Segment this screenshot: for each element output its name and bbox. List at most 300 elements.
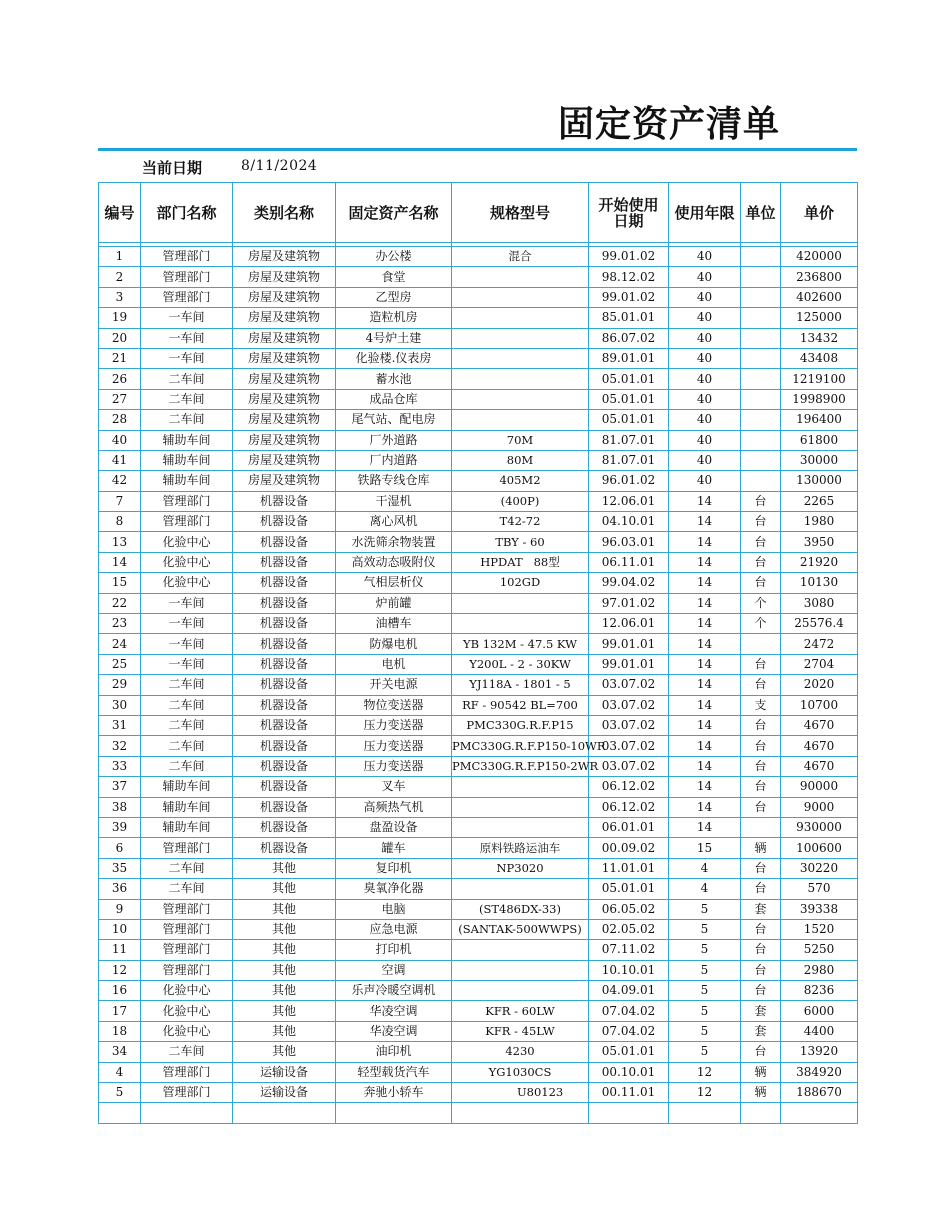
cell-start-date[interactable]: 03.07.02 xyxy=(589,756,669,776)
cell-dept[interactable]: 辅助车间 xyxy=(141,450,233,470)
cell-price[interactable]: 21920 xyxy=(781,552,858,572)
cell-id[interactable]: 21 xyxy=(99,348,141,368)
cell-start-date[interactable]: 12.06.01 xyxy=(589,491,669,511)
cell-name[interactable]: 油槽车 xyxy=(336,614,452,634)
cell-unit[interactable]: 台 xyxy=(741,1042,781,1062)
cell-category[interactable]: 其他 xyxy=(233,981,336,1001)
cell-spec[interactable]: PMC330G.R.F.P150-2WR xyxy=(452,756,589,776)
cell-spec[interactable]: (SANTAK-500WWPS) xyxy=(452,919,589,939)
cell-spec[interactable] xyxy=(452,817,589,837)
cell-price[interactable]: 4670 xyxy=(781,736,858,756)
cell-price[interactable]: 3950 xyxy=(781,532,858,552)
cell-id[interactable]: 33 xyxy=(99,756,141,776)
cell-years[interactable]: 5 xyxy=(669,1042,741,1062)
cell-start-date[interactable]: 81.07.01 xyxy=(589,450,669,470)
cell-id[interactable]: 27 xyxy=(99,389,141,409)
cell-start-date[interactable]: 06.12.02 xyxy=(589,777,669,797)
cell-id[interactable]: 28 xyxy=(99,410,141,430)
cell-price[interactable]: 90000 xyxy=(781,777,858,797)
cell-start-date[interactable]: 10.10.01 xyxy=(589,960,669,980)
header-spec[interactable]: 规格型号 xyxy=(452,183,589,243)
header-id[interactable]: 编号 xyxy=(99,183,141,243)
cell-category[interactable]: 其他 xyxy=(233,960,336,980)
cell-years[interactable]: 14 xyxy=(669,634,741,654)
header-years[interactable]: 使用年限 xyxy=(669,183,741,243)
cell-id[interactable]: 4 xyxy=(99,1062,141,1082)
cell-category[interactable]: 房屋及建筑物 xyxy=(233,389,336,409)
cell-price[interactable]: 61800 xyxy=(781,430,858,450)
cell-category[interactable]: 机器设备 xyxy=(233,634,336,654)
cell-category[interactable]: 房屋及建筑物 xyxy=(233,348,336,368)
cell-dept[interactable]: 管理部门 xyxy=(141,899,233,919)
cell-years[interactable]: 14 xyxy=(669,777,741,797)
cell-id[interactable]: 8 xyxy=(99,512,141,532)
cell-category[interactable]: 房屋及建筑物 xyxy=(233,247,336,267)
cell-unit[interactable]: 台 xyxy=(741,960,781,980)
cell-unit[interactable]: 台 xyxy=(741,573,781,593)
cell-category[interactable]: 房屋及建筑物 xyxy=(233,267,336,287)
cell-id[interactable]: 14 xyxy=(99,552,141,572)
cell-category[interactable]: 其他 xyxy=(233,879,336,899)
cell-id[interactable]: 13 xyxy=(99,532,141,552)
cell-start-date[interactable]: 04.09.01 xyxy=(589,981,669,1001)
cell-name[interactable]: 气相层析仪 xyxy=(336,573,452,593)
cell-id[interactable]: 24 xyxy=(99,634,141,654)
cell-price[interactable]: 9000 xyxy=(781,797,858,817)
cell-category[interactable]: 其他 xyxy=(233,940,336,960)
cell-id[interactable]: 29 xyxy=(99,675,141,695)
cell-name[interactable]: 开关电源 xyxy=(336,675,452,695)
cell-price[interactable]: 2020 xyxy=(781,675,858,695)
cell-dept[interactable]: 辅助车间 xyxy=(141,471,233,491)
cell-dept[interactable]: 管理部门 xyxy=(141,838,233,858)
cell-spec[interactable]: 原料铁路运油车 xyxy=(452,838,589,858)
cell-category[interactable]: 房屋及建筑物 xyxy=(233,308,336,328)
cell-start-date[interactable]: 00.11.01 xyxy=(589,1083,669,1103)
cell-category[interactable]: 机器设备 xyxy=(233,573,336,593)
cell-price[interactable]: 2265 xyxy=(781,491,858,511)
cell-unit[interactable]: 套 xyxy=(741,899,781,919)
cell-years[interactable]: 5 xyxy=(669,960,741,980)
cell-dept[interactable]: 二车间 xyxy=(141,736,233,756)
cell-years[interactable]: 4 xyxy=(669,858,741,878)
header-asset-name[interactable]: 固定资产名称 xyxy=(336,183,452,243)
cell-dept[interactable]: 二车间 xyxy=(141,695,233,715)
cell-start-date[interactable] xyxy=(589,1103,669,1123)
cell-dept[interactable]: 辅助车间 xyxy=(141,817,233,837)
cell-category[interactable]: 房屋及建筑物 xyxy=(233,430,336,450)
cell-spec[interactable] xyxy=(452,328,589,348)
cell-price[interactable]: 196400 xyxy=(781,410,858,430)
cell-unit[interactable]: 台 xyxy=(741,491,781,511)
cell-category[interactable]: 机器设备 xyxy=(233,675,336,695)
cell-id[interactable]: 32 xyxy=(99,736,141,756)
cell-years[interactable]: 5 xyxy=(669,1001,741,1021)
cell-name[interactable]: 奔驰小轿车 xyxy=(336,1083,452,1103)
cell-years[interactable]: 14 xyxy=(669,756,741,776)
cell-years[interactable]: 5 xyxy=(669,919,741,939)
cell-unit[interactable] xyxy=(741,348,781,368)
cell-id[interactable]: 42 xyxy=(99,471,141,491)
cell-spec[interactable]: KFR - 60LW xyxy=(452,1001,589,1021)
cell-unit[interactable]: 台 xyxy=(741,919,781,939)
cell-category[interactable]: 机器设备 xyxy=(233,593,336,613)
cell-unit[interactable]: 套 xyxy=(741,1001,781,1021)
header-category[interactable]: 类别名称 xyxy=(233,183,336,243)
cell-dept[interactable]: 二车间 xyxy=(141,858,233,878)
cell-dept[interactable]: 化验中心 xyxy=(141,1021,233,1041)
cell-price[interactable]: 10130 xyxy=(781,573,858,593)
cell-unit[interactable]: 辆 xyxy=(741,1062,781,1082)
header-price[interactable]: 单价 xyxy=(781,183,858,243)
cell-start-date[interactable]: 05.01.01 xyxy=(589,369,669,389)
cell-unit[interactable] xyxy=(741,328,781,348)
cell-price[interactable]: 8236 xyxy=(781,981,858,1001)
cell-years[interactable]: 5 xyxy=(669,981,741,1001)
cell-id[interactable]: 1 xyxy=(99,247,141,267)
cell-id[interactable]: 30 xyxy=(99,695,141,715)
cell-name[interactable]: 化验楼.仪表房 xyxy=(336,348,452,368)
cell-spec[interactable]: TBY - 60 xyxy=(452,532,589,552)
cell-name[interactable]: 炉前罐 xyxy=(336,593,452,613)
cell-years[interactable]: 14 xyxy=(669,512,741,532)
cell-start-date[interactable]: 07.11.02 xyxy=(589,940,669,960)
cell-unit[interactable]: 台 xyxy=(741,879,781,899)
cell-years[interactable]: 12 xyxy=(669,1062,741,1082)
cell-id[interactable]: 7 xyxy=(99,491,141,511)
cell-years[interactable]: 14 xyxy=(669,695,741,715)
cell-spec[interactable]: PMC330G.R.F.P15 xyxy=(452,715,589,735)
cell-category[interactable]: 机器设备 xyxy=(233,736,336,756)
cell-id[interactable]: 11 xyxy=(99,940,141,960)
cell-years[interactable]: 14 xyxy=(669,573,741,593)
cell-name[interactable]: 蓄水池 xyxy=(336,369,452,389)
cell-name[interactable]: 轻型载货汽车 xyxy=(336,1062,452,1082)
cell-dept[interactable]: 一车间 xyxy=(141,614,233,634)
cell-start-date[interactable]: 05.01.01 xyxy=(589,879,669,899)
cell-start-date[interactable]: 81.07.01 xyxy=(589,430,669,450)
cell-unit[interactable] xyxy=(741,450,781,470)
cell-name[interactable] xyxy=(336,1103,452,1123)
cell-spec[interactable] xyxy=(452,777,589,797)
cell-price[interactable]: 13920 xyxy=(781,1042,858,1062)
cell-dept[interactable]: 管理部门 xyxy=(141,919,233,939)
cell-name[interactable]: 铁路专线仓库 xyxy=(336,471,452,491)
cell-category[interactable]: 房屋及建筑物 xyxy=(233,450,336,470)
cell-price[interactable]: 6000 xyxy=(781,1001,858,1021)
cell-start-date[interactable]: 05.01.01 xyxy=(589,410,669,430)
header-dept[interactable]: 部门名称 xyxy=(141,183,233,243)
cell-price[interactable]: 2704 xyxy=(781,654,858,674)
cell-spec[interactable]: U80123 xyxy=(452,1083,589,1103)
cell-name[interactable]: 压力变送器 xyxy=(336,715,452,735)
cell-id[interactable]: 36 xyxy=(99,879,141,899)
cell-spec[interactable] xyxy=(452,308,589,328)
cell-name[interactable]: 成品仓库 xyxy=(336,389,452,409)
cell-name[interactable]: 压力变送器 xyxy=(336,756,452,776)
cell-id[interactable]: 16 xyxy=(99,981,141,1001)
cell-dept[interactable]: 二车间 xyxy=(141,1042,233,1062)
cell-start-date[interactable]: 97.01.02 xyxy=(589,593,669,613)
cell-spec[interactable]: 混合 xyxy=(452,247,589,267)
cell-id[interactable]: 19 xyxy=(99,308,141,328)
cell-years[interactable]: 40 xyxy=(669,308,741,328)
cell-unit[interactable]: 个 xyxy=(741,614,781,634)
cell-category[interactable]: 其他 xyxy=(233,919,336,939)
cell-id[interactable]: 40 xyxy=(99,430,141,450)
cell-name[interactable]: 高效动态吸附仪 xyxy=(336,552,452,572)
cell-years[interactable]: 40 xyxy=(669,410,741,430)
cell-dept[interactable]: 管理部门 xyxy=(141,1083,233,1103)
cell-price[interactable]: 4670 xyxy=(781,715,858,735)
cell-dept[interactable]: 一车间 xyxy=(141,308,233,328)
cell-spec[interactable] xyxy=(452,389,589,409)
cell-price[interactable]: 1998900 xyxy=(781,389,858,409)
cell-id[interactable]: 31 xyxy=(99,715,141,735)
cell-category[interactable]: 运输设备 xyxy=(233,1062,336,1082)
cell-unit[interactable] xyxy=(741,471,781,491)
cell-price[interactable]: 10700 xyxy=(781,695,858,715)
cell-spec[interactable]: 80M xyxy=(452,450,589,470)
cell-price[interactable]: 4400 xyxy=(781,1021,858,1041)
cell-spec[interactable] xyxy=(452,593,589,613)
cell-unit[interactable] xyxy=(741,817,781,837)
cell-price[interactable]: 30000 xyxy=(781,450,858,470)
cell-price[interactable]: 384920 xyxy=(781,1062,858,1082)
cell-unit[interactable]: 台 xyxy=(741,756,781,776)
cell-id[interactable]: 38 xyxy=(99,797,141,817)
cell-category[interactable]: 其他 xyxy=(233,899,336,919)
cell-start-date[interactable]: 03.07.02 xyxy=(589,675,669,695)
cell-id[interactable]: 9 xyxy=(99,899,141,919)
cell-start-date[interactable]: 00.10.01 xyxy=(589,1062,669,1082)
cell-name[interactable]: 高频热气机 xyxy=(336,797,452,817)
cell-price[interactable]: 188670 xyxy=(781,1083,858,1103)
cell-id[interactable]: 26 xyxy=(99,369,141,389)
cell-spec[interactable] xyxy=(452,369,589,389)
cell-price[interactable]: 5250 xyxy=(781,940,858,960)
cell-name[interactable]: 防爆电机 xyxy=(336,634,452,654)
cell-category[interactable]: 机器设备 xyxy=(233,552,336,572)
cell-dept[interactable]: 化验中心 xyxy=(141,552,233,572)
cell-spec[interactable] xyxy=(452,797,589,817)
cell-dept[interactable]: 管理部门 xyxy=(141,960,233,980)
cell-id[interactable]: 23 xyxy=(99,614,141,634)
cell-price[interactable]: 2472 xyxy=(781,634,858,654)
cell-category[interactable]: 机器设备 xyxy=(233,838,336,858)
cell-years[interactable]: 40 xyxy=(669,348,741,368)
cell-name[interactable]: 水洗筛余物装置 xyxy=(336,532,452,552)
cell-price[interactable]: 13432 xyxy=(781,328,858,348)
cell-id[interactable]: 5 xyxy=(99,1083,141,1103)
cell-dept[interactable]: 辅助车间 xyxy=(141,430,233,450)
cell-dept[interactable] xyxy=(141,1103,233,1123)
cell-category[interactable]: 机器设备 xyxy=(233,715,336,735)
cell-start-date[interactable]: 85.01.01 xyxy=(589,308,669,328)
cell-unit[interactable] xyxy=(741,389,781,409)
cell-id[interactable]: 39 xyxy=(99,817,141,837)
cell-category[interactable]: 其他 xyxy=(233,1042,336,1062)
cell-dept[interactable]: 管理部门 xyxy=(141,512,233,532)
cell-name[interactable]: 离心风机 xyxy=(336,512,452,532)
cell-name[interactable]: 华凌空调 xyxy=(336,1021,452,1041)
cell-category[interactable]: 其他 xyxy=(233,1001,336,1021)
cell-category[interactable]: 运输设备 xyxy=(233,1083,336,1103)
cell-years[interactable]: 40 xyxy=(669,267,741,287)
cell-unit[interactable]: 辆 xyxy=(741,1083,781,1103)
cell-category[interactable]: 其他 xyxy=(233,1021,336,1041)
cell-years[interactable]: 14 xyxy=(669,736,741,756)
cell-id[interactable]: 6 xyxy=(99,838,141,858)
cell-spec[interactable]: T42-72 xyxy=(452,512,589,532)
cell-spec[interactable] xyxy=(452,410,589,430)
cell-years[interactable]: 40 xyxy=(669,450,741,470)
cell-category[interactable]: 其他 xyxy=(233,858,336,878)
cell-years[interactable]: 14 xyxy=(669,654,741,674)
cell-name[interactable]: 干湿机 xyxy=(336,491,452,511)
cell-name[interactable]: 物位变送器 xyxy=(336,695,452,715)
cell-spec[interactable]: YB 132M - 47.5 KW xyxy=(452,634,589,654)
cell-dept[interactable]: 二车间 xyxy=(141,756,233,776)
cell-dept[interactable]: 管理部门 xyxy=(141,247,233,267)
cell-start-date[interactable]: 99.01.02 xyxy=(589,247,669,267)
cell-spec[interactable] xyxy=(452,287,589,307)
cell-dept[interactable]: 二车间 xyxy=(141,369,233,389)
cell-years[interactable]: 40 xyxy=(669,430,741,450)
cell-category[interactable]: 机器设备 xyxy=(233,777,336,797)
cell-spec[interactable]: (ST486DX-33) xyxy=(452,899,589,919)
header-unit[interactable]: 单位 xyxy=(741,183,781,243)
cell-name[interactable]: 罐车 xyxy=(336,838,452,858)
cell-unit[interactable]: 台 xyxy=(741,715,781,735)
cell-dept[interactable]: 化验中心 xyxy=(141,573,233,593)
cell-unit[interactable]: 台 xyxy=(741,797,781,817)
cell-category[interactable]: 机器设备 xyxy=(233,512,336,532)
cell-id[interactable]: 10 xyxy=(99,919,141,939)
cell-name[interactable]: 复印机 xyxy=(336,858,452,878)
cell-dept[interactable]: 一车间 xyxy=(141,348,233,368)
cell-years[interactable]: 12 xyxy=(669,1083,741,1103)
cell-start-date[interactable]: 89.01.01 xyxy=(589,348,669,368)
header-start-date[interactable] xyxy=(589,183,669,243)
cell-years[interactable]: 5 xyxy=(669,940,741,960)
cell-name[interactable]: 办公楼 xyxy=(336,247,452,267)
cell-id[interactable]: 2 xyxy=(99,267,141,287)
cell-start-date[interactable]: 99.04.02 xyxy=(589,573,669,593)
cell-spec[interactable]: Y200L - 2 - 30KW xyxy=(452,654,589,674)
cell-category[interactable]: 房屋及建筑物 xyxy=(233,287,336,307)
cell-price[interactable]: 236800 xyxy=(781,267,858,287)
cell-dept[interactable]: 管理部门 xyxy=(141,287,233,307)
cell-category[interactable]: 机器设备 xyxy=(233,654,336,674)
cell-price[interactable]: 1520 xyxy=(781,919,858,939)
cell-years[interactable]: 14 xyxy=(669,715,741,735)
cell-price[interactable]: 1980 xyxy=(781,512,858,532)
cell-category[interactable]: 房屋及建筑物 xyxy=(233,369,336,389)
cell-dept[interactable]: 辅助车间 xyxy=(141,777,233,797)
cell-price[interactable]: 125000 xyxy=(781,308,858,328)
cell-start-date[interactable]: 00.09.02 xyxy=(589,838,669,858)
cell-name[interactable]: 应急电源 xyxy=(336,919,452,939)
cell-name[interactable]: 食堂 xyxy=(336,267,452,287)
cell-id[interactable]: 17 xyxy=(99,1001,141,1021)
cell-name[interactable]: 盘盈设备 xyxy=(336,817,452,837)
cell-start-date[interactable]: 98.12.02 xyxy=(589,267,669,287)
cell-spec[interactable]: PMC330G.R.F.P150-10WR xyxy=(452,736,589,756)
cell-start-date[interactable]: 06.05.02 xyxy=(589,899,669,919)
cell-unit[interactable] xyxy=(741,308,781,328)
cell-start-date[interactable]: 05.01.01 xyxy=(589,389,669,409)
cell-category[interactable]: 机器设备 xyxy=(233,614,336,634)
cell-start-date[interactable]: 86.07.02 xyxy=(589,328,669,348)
cell-id[interactable]: 41 xyxy=(99,450,141,470)
cell-years[interactable]: 14 xyxy=(669,817,741,837)
cell-price[interactable]: 2980 xyxy=(781,960,858,980)
cell-start-date[interactable]: 04.10.01 xyxy=(589,512,669,532)
cell-start-date[interactable]: 96.01.02 xyxy=(589,471,669,491)
cell-unit[interactable]: 台 xyxy=(741,532,781,552)
cell-unit[interactable]: 台 xyxy=(741,552,781,572)
cell-unit[interactable]: 个 xyxy=(741,593,781,613)
cell-category[interactable]: 机器设备 xyxy=(233,491,336,511)
cell-years[interactable] xyxy=(669,1103,741,1123)
cell-name[interactable]: 乐声冷暖空调机 xyxy=(336,981,452,1001)
cell-unit[interactable] xyxy=(741,430,781,450)
cell-name[interactable]: 华凌空调 xyxy=(336,1001,452,1021)
cell-unit[interactable]: 台 xyxy=(741,654,781,674)
cell-dept[interactable]: 一车间 xyxy=(141,593,233,613)
cell-years[interactable]: 5 xyxy=(669,899,741,919)
cell-name[interactable]: 造粒机房 xyxy=(336,308,452,328)
cell-unit[interactable] xyxy=(741,1103,781,1123)
cell-price[interactable]: 402600 xyxy=(781,287,858,307)
cell-years[interactable]: 40 xyxy=(669,369,741,389)
cell-category[interactable]: 机器设备 xyxy=(233,756,336,776)
cell-id[interactable]: 3 xyxy=(99,287,141,307)
cell-name[interactable]: 油印机 xyxy=(336,1042,452,1062)
cell-unit[interactable] xyxy=(741,287,781,307)
cell-years[interactable]: 40 xyxy=(669,287,741,307)
cell-start-date[interactable]: 12.06.01 xyxy=(589,614,669,634)
cell-price[interactable]: 39338 xyxy=(781,899,858,919)
cell-start-date[interactable]: 07.04.02 xyxy=(589,1001,669,1021)
cell-name[interactable]: 叉车 xyxy=(336,777,452,797)
cell-unit[interactable]: 台 xyxy=(741,777,781,797)
cell-years[interactable]: 40 xyxy=(669,328,741,348)
cell-name[interactable]: 乙型房 xyxy=(336,287,452,307)
cell-years[interactable]: 15 xyxy=(669,838,741,858)
cell-dept[interactable]: 辅助车间 xyxy=(141,797,233,817)
cell-start-date[interactable]: 99.01.01 xyxy=(589,634,669,654)
cell-years[interactable]: 14 xyxy=(669,593,741,613)
cell-dept[interactable]: 化验中心 xyxy=(141,981,233,1001)
cell-id[interactable]: 35 xyxy=(99,858,141,878)
cell-years[interactable]: 14 xyxy=(669,675,741,695)
cell-unit[interactable]: 台 xyxy=(741,858,781,878)
cell-unit[interactable]: 套 xyxy=(741,1021,781,1041)
cell-id[interactable]: 18 xyxy=(99,1021,141,1041)
cell-id[interactable]: 12 xyxy=(99,960,141,980)
cell-unit[interactable]: 辆 xyxy=(741,838,781,858)
cell-id[interactable]: 20 xyxy=(99,328,141,348)
cell-name[interactable]: 4号炉土建 xyxy=(336,328,452,348)
cell-spec[interactable]: YJ118A - 1801 - 5 xyxy=(452,675,589,695)
cell-years[interactable]: 40 xyxy=(669,247,741,267)
cell-name[interactable]: 厂内道路 xyxy=(336,450,452,470)
cell-years[interactable]: 14 xyxy=(669,491,741,511)
cell-dept[interactable]: 二车间 xyxy=(141,675,233,695)
cell-unit[interactable]: 台 xyxy=(741,512,781,532)
